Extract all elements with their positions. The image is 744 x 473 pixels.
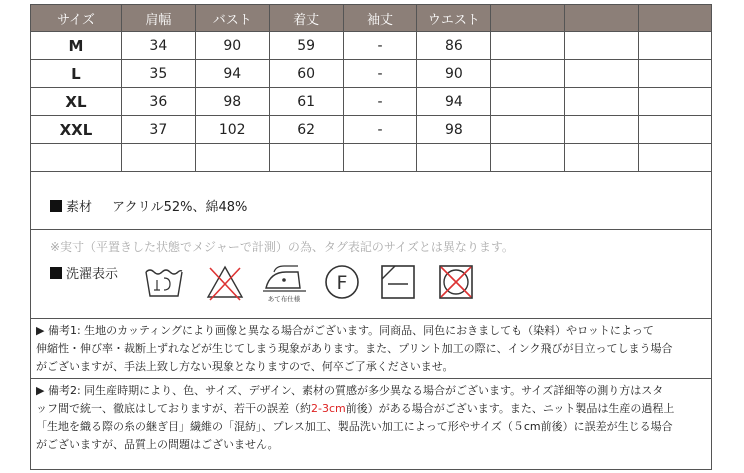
cell-length: 59 bbox=[269, 32, 343, 60]
cell-empty bbox=[343, 144, 417, 172]
dry-clean-letter: F bbox=[336, 272, 348, 294]
cell-waist: 98 bbox=[417, 116, 491, 144]
iron-caption: あて布仕様 bbox=[267, 295, 301, 303]
cell-sleeve: - bbox=[343, 116, 417, 144]
cell-length: 61 bbox=[269, 88, 343, 116]
cell-empty bbox=[491, 32, 565, 60]
header-empty-1 bbox=[491, 5, 565, 32]
cell-empty bbox=[639, 88, 712, 116]
cell-empty bbox=[565, 32, 639, 60]
cell-empty bbox=[491, 116, 565, 144]
cell-waist: 86 bbox=[417, 32, 491, 60]
table-row bbox=[31, 88, 712, 116]
note-2-line-2a: ッフ間で統一、徹底はしておりますが、若干の誤差（約 bbox=[36, 402, 311, 415]
square-bullet-icon bbox=[50, 200, 62, 212]
cell-empty bbox=[565, 116, 639, 144]
cell-length: 60 bbox=[269, 60, 343, 88]
cell-empty bbox=[491, 88, 565, 116]
material-value: アクリル52%、綿48% bbox=[112, 200, 248, 215]
cell-empty bbox=[491, 144, 565, 172]
divider bbox=[30, 318, 712, 319]
iron-low-with-cloth-icon bbox=[260, 262, 310, 304]
divider bbox=[30, 378, 712, 379]
washing-title bbox=[50, 263, 118, 282]
table-row bbox=[31, 116, 712, 144]
note-2-line-2 bbox=[36, 400, 708, 418]
size-table-header bbox=[31, 5, 712, 32]
header-bust: バスト bbox=[195, 5, 269, 32]
note-2 bbox=[36, 382, 708, 454]
cell-shoulder: 36 bbox=[121, 88, 195, 116]
cell-empty bbox=[639, 144, 712, 172]
cell-shoulder: 37 bbox=[121, 116, 195, 144]
header-empty-3 bbox=[639, 5, 712, 32]
no-tumble-dry-icon bbox=[436, 262, 476, 302]
size-table bbox=[30, 4, 712, 172]
cell-empty bbox=[417, 144, 491, 172]
cell-empty bbox=[565, 88, 639, 116]
cell-empty bbox=[491, 60, 565, 88]
line-dry-shade-icon bbox=[378, 262, 418, 302]
cell-empty bbox=[639, 60, 712, 88]
cell-empty bbox=[639, 32, 712, 60]
note-2-line-1: ▶ 備考2: 同生産時期により、色、サイズ、デザイン、素材の質感が多少異なる場合がございます。サイズ詳細等の測り方はスタ bbox=[36, 384, 664, 397]
measurement-note: ※実寸（平置きした状態でメジャーで計測）の為、タグ表記のサイズとは異なります。 bbox=[50, 240, 514, 254]
cell-bust: 102 bbox=[195, 116, 269, 144]
header-empty-2 bbox=[565, 5, 639, 32]
cell-bust: 94 bbox=[195, 60, 269, 88]
cell-empty bbox=[565, 60, 639, 88]
cell-size: XL bbox=[31, 88, 122, 116]
cell-empty bbox=[565, 144, 639, 172]
header-waist: ウエスト bbox=[417, 5, 491, 32]
cell-empty bbox=[269, 144, 343, 172]
note-1-line-2: 伸縮性・伸び率・裁断上ずれなどが生じてしまう現象があります。また、プリント加工の際に、インク飛びが目立ってしまう場合 bbox=[36, 342, 673, 355]
cell-empty bbox=[31, 144, 122, 172]
dry-clean-f-icon bbox=[322, 262, 362, 302]
header-length: 着丈 bbox=[269, 5, 343, 32]
cell-bust: 98 bbox=[195, 88, 269, 116]
note-2-line-4: がございますが、品質上の問題はございません。 bbox=[36, 438, 279, 451]
header-size: サイズ bbox=[31, 5, 122, 32]
cell-waist: 94 bbox=[417, 88, 491, 116]
square-bullet-icon bbox=[50, 267, 62, 279]
material-section bbox=[30, 184, 712, 230]
cell-size: L bbox=[31, 60, 122, 88]
header-sleeve: 袖丈 bbox=[343, 5, 417, 32]
washing-label: 洗濯表示 bbox=[66, 267, 119, 282]
note-1-line-3: がございますが、手法上致し方ない現象となりますので、何卒ご了承くださいませ。 bbox=[36, 360, 454, 373]
note-2-line-3: 「生地を織る際の糸の継ぎ目」繊維の「混紡」、プレス加工、製品洗い加工によって形やサイズ（５cm前後）に誤差が生じる場合 bbox=[36, 420, 673, 433]
header-shoulder: 肩幅 bbox=[121, 5, 195, 32]
wash-tub-30-icon bbox=[142, 262, 186, 302]
table-row bbox=[31, 60, 712, 88]
material-label: 素材 bbox=[66, 200, 93, 215]
cell-waist: 90 bbox=[417, 60, 491, 88]
no-bleach-icon bbox=[204, 262, 246, 302]
cell-sleeve: - bbox=[343, 60, 417, 88]
cell-empty bbox=[121, 144, 195, 172]
cell-length: 62 bbox=[269, 116, 343, 144]
cell-empty bbox=[639, 116, 712, 144]
note-1 bbox=[36, 322, 708, 376]
cell-sleeve: - bbox=[343, 88, 417, 116]
table-row bbox=[31, 32, 712, 60]
cell-sleeve: - bbox=[343, 32, 417, 60]
cell-empty bbox=[195, 144, 269, 172]
cell-shoulder: 35 bbox=[121, 60, 195, 88]
cell-size: M bbox=[31, 32, 122, 60]
cell-shoulder: 34 bbox=[121, 32, 195, 60]
note-2-line-2b: 前後）がある場合がございます。また、ニット製品は生産の過程上 bbox=[345, 402, 675, 415]
note-2-highlight: 2-3cm bbox=[311, 402, 346, 415]
note-1-line-1: ▶ 備考1: 生地のカッティングにより画像と異なる場合がございます。同商品、同色におきましても（染料）やロットによって bbox=[36, 324, 654, 337]
cell-bust: 90 bbox=[195, 32, 269, 60]
table-row bbox=[31, 144, 712, 172]
cell-size: XXL bbox=[31, 116, 122, 144]
material-line bbox=[50, 196, 247, 215]
